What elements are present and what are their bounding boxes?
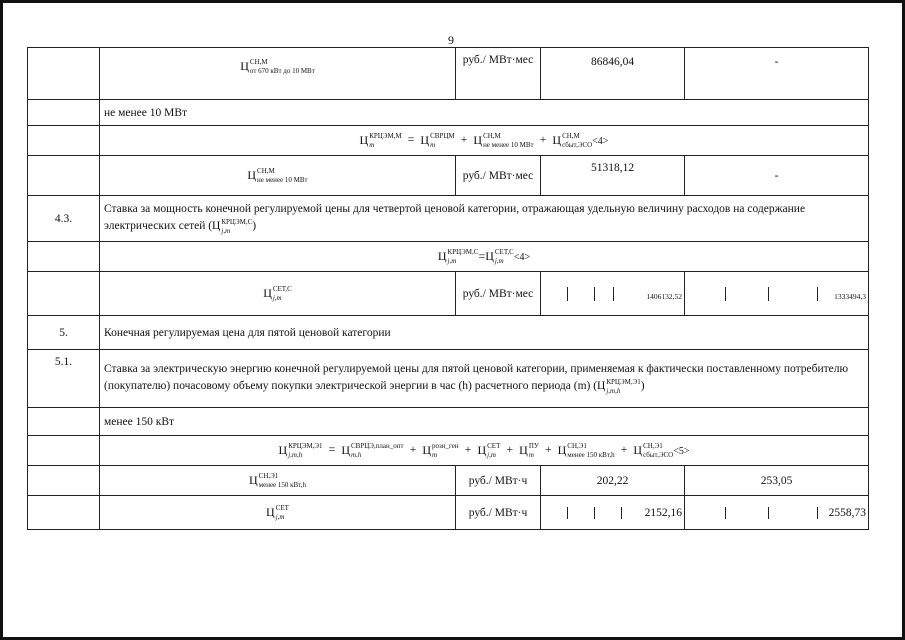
value-cell-2: 253,05 (685, 466, 869, 496)
empty-subcell (769, 507, 818, 519)
row-number-cell (28, 242, 100, 272)
value-cell-2: - (685, 48, 869, 100)
section-label: менее 150 кВт (100, 408, 869, 436)
row-number-cell (28, 496, 100, 530)
symbol-cell (100, 466, 456, 496)
tariff-table (27, 47, 869, 530)
symbol-cell (100, 48, 456, 100)
table-row (28, 196, 869, 242)
formula-krcem-e1: Ц КРЦЭМ,Э1 j,m,h = Ц СВРЦЭ,план_опт m,h + Ц розн_ген m + Ц СЕТ j,m + Ц ПУ m + Ц СН,Э1 менее 150 кВт,h + Ц СН,Э1 сбыт,ЭСО <5> (100, 436, 869, 466)
rate-symbol: Ц СН,М не менее 10 МВт (247, 166, 308, 184)
empty-subcell (726, 287, 769, 301)
value-cell-2: 1333494,3 (818, 287, 869, 301)
symbol-cell (100, 156, 456, 196)
table-row (28, 100, 869, 126)
value-cell: 2152,16 (622, 507, 685, 519)
table-row (28, 466, 869, 496)
table-row (28, 316, 869, 350)
empty-subcell (769, 287, 818, 301)
empty-subcell (595, 287, 614, 301)
empty-subcell (685, 507, 726, 519)
empty-subcell (541, 287, 568, 301)
unit-cell: руб./ МВт·ч (456, 496, 541, 530)
row-number-cell (28, 466, 100, 496)
table-row (28, 350, 869, 408)
row-number-cell (28, 126, 100, 156)
table-row (28, 272, 869, 316)
row-number-cell (28, 436, 100, 466)
subcolumns (541, 287, 684, 301)
subcolumns-cell (541, 496, 685, 530)
row-number-cell (28, 272, 100, 316)
value-cell: 202,22 (541, 466, 685, 496)
empty-subcell (685, 287, 726, 301)
rate-symbol: Ц СЕТ,С j,m (263, 284, 292, 302)
row-number-cell (28, 100, 100, 126)
subcolumns-cell-2 (685, 496, 869, 530)
empty-subcell (726, 507, 769, 519)
subcolumns-cell (541, 272, 685, 316)
table-row (28, 242, 869, 272)
table-row (28, 126, 869, 156)
row-number-cell (28, 48, 100, 100)
empty-subcell (541, 507, 568, 519)
table-row (28, 48, 869, 100)
value-cell: 51318,12 (541, 156, 685, 196)
section-title: Конечная регулируемая цена для пятой ценовой категории (100, 316, 869, 350)
symbol-cell (100, 496, 456, 530)
subcolumns (541, 507, 684, 519)
table-row (28, 436, 869, 466)
subcolumns (685, 287, 868, 301)
section-description: Ставка за мощность конечной регулируемой цены для четвертой ценовой категории, отражающая удельную величину расходов на содержание электрических сетей (Ц КРЦЭМ,С j,m ) (100, 196, 869, 242)
unit-cell: руб./ МВт·ч (456, 466, 541, 496)
unit-cell: руб./ МВт·мес (456, 156, 541, 196)
scan-border-left (0, 0, 3, 640)
scan-border-top (0, 0, 905, 3)
empty-subcell (595, 507, 622, 519)
subcolumns (685, 507, 868, 519)
row-number-cell (28, 408, 100, 436)
empty-subcell (568, 507, 595, 519)
subcolumns-cell-2 (685, 272, 869, 316)
value-cell: 1406132,52 (614, 287, 685, 301)
section-label: не менее 10 МВт (100, 100, 869, 126)
value-cell-2: 2558,73 (818, 507, 869, 519)
rate-symbol: Ц СЕТ j,m (266, 503, 289, 521)
page-number: 9 (448, 33, 454, 47)
value-cell: 86846,04 (541, 48, 685, 100)
rate-symbol: Ц СН,М от 670 кВт до 10 МВт (240, 58, 315, 75)
table-row (28, 496, 869, 530)
formula-krcem-c: Ц КРЦЭМ,С j,m =Ц СЕТ,С j,m <4> (100, 242, 869, 272)
row-number-cell (28, 156, 100, 196)
empty-subcell (568, 287, 595, 301)
table-row (28, 156, 869, 196)
section-description: Ставка за электрическую энергию конечной регулируемой цены для пятой ценовой категории, применяемая к фактически поставленному потребителю (покупателю) почасовому объему покупки электрической энергии в час (h) расчетного периода (m) (Ц КРЦЭМ,Э1 j,m,h ) (100, 350, 869, 408)
row-number-cell: 4.3. (28, 196, 100, 242)
unit-cell: руб./ МВт·мес (456, 48, 541, 100)
row-number-cell: 5. (28, 316, 100, 350)
row-number-cell: 5.1. (28, 350, 100, 408)
value-cell-2: - (685, 156, 869, 196)
formula-krcem-m: Ц КРЦЭМ,М m = Ц СВРЦМ m + Ц СН,М не менее 10 МВт + Ц СН,М сбыт,ЭСО <4> (100, 126, 869, 156)
symbol-cell (100, 272, 456, 316)
unit-cell: руб./ МВт·мес (456, 272, 541, 316)
table-row (28, 408, 869, 436)
rate-symbol: Ц СН,Э1 менее 150 кВт,h (248, 471, 307, 489)
